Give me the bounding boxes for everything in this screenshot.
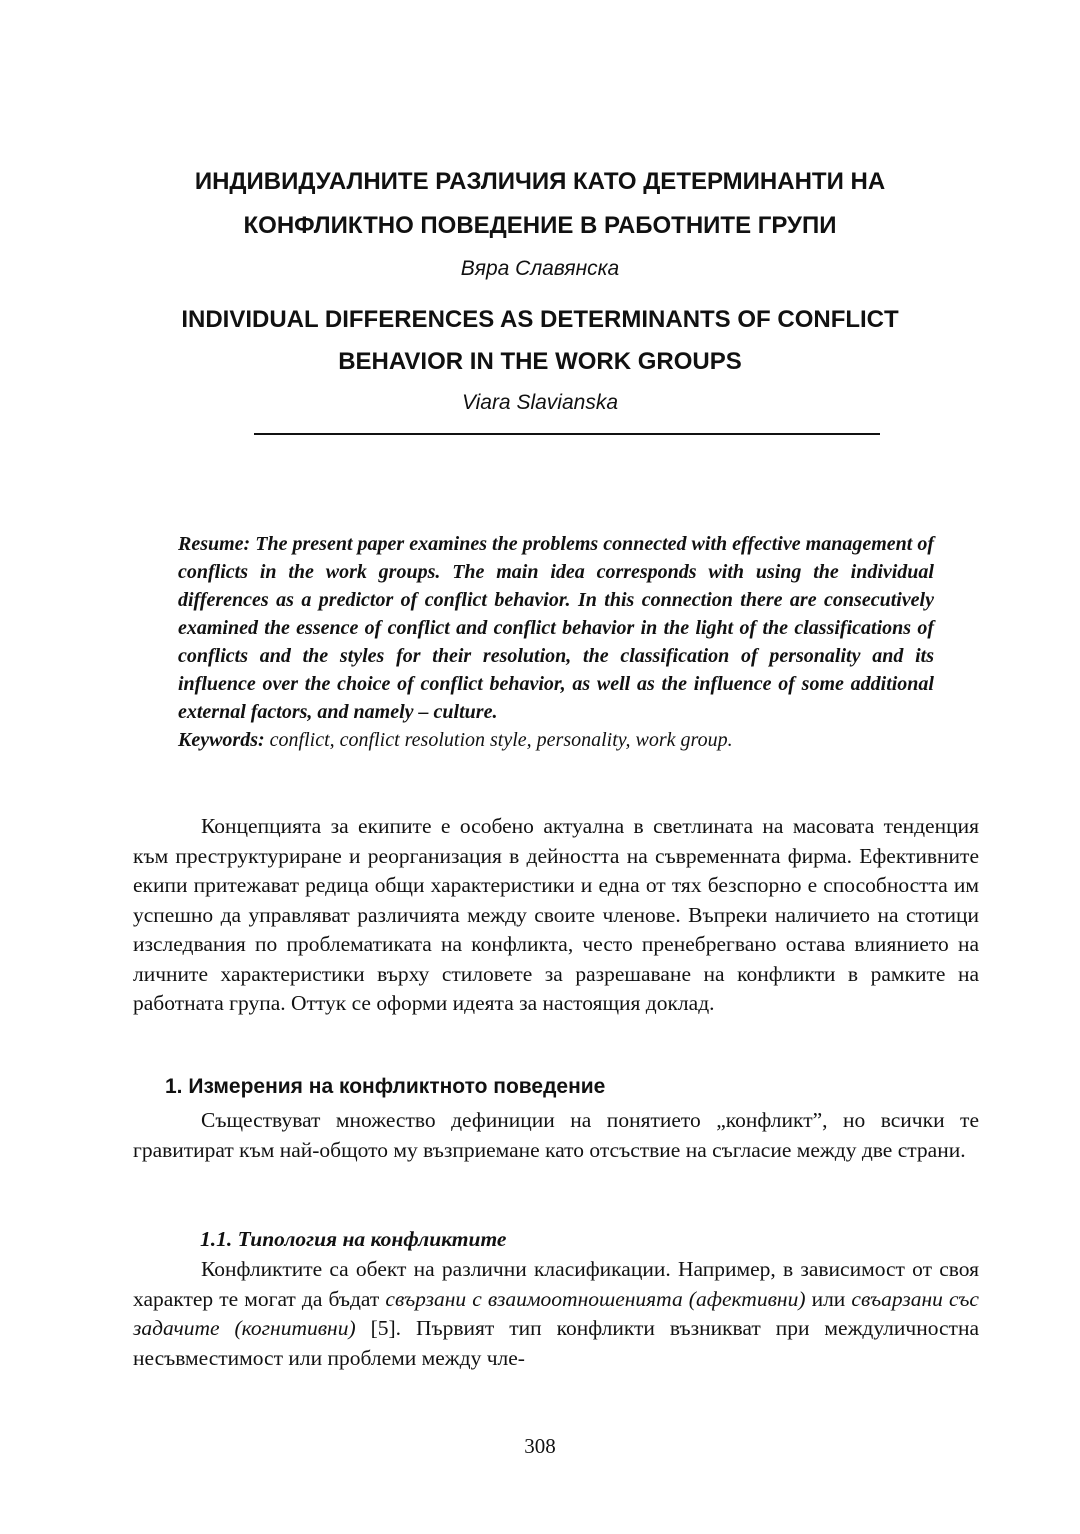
author-bg: Вяра Славянска xyxy=(460,257,620,280)
resume-text: The present paper examines the problems connected with effective management of conflicts in the work groups. The main idea corresponds with using the individual differences as a predictor of conflict behavior. In this connection there are consecutively examined the essence of conflict and conflict behavior in the light of the classifications of conflicts and the styles for their resolution, the classification of personality and its influence over the choice of conflict behavior, as well as the influence of some additional external factors, and namely – culture. xyxy=(178,533,934,723)
subsection-paragraph xyxy=(133,1255,979,1373)
section-paragraph: Съществуват множество дефиниции на понятието „конфликт”, но всички те гравитират към най-общото му възприемане като отсъствие на съгласие между две страни. xyxy=(133,1108,979,1162)
keywords-label: Keywords: xyxy=(178,729,265,751)
intro-body xyxy=(133,812,979,1019)
title-en-line1: INDIVIDUAL DIFFERENCES AS DETERMINANTS OF CONFLICT xyxy=(181,306,899,333)
keywords-paragraph xyxy=(178,726,934,754)
intro-paragraph: Концепцията за екипите е особено актуална в светлината на масовата тенденция към преструктуриране и реорганизация в дейността на съвременната фирма. Ефективните екипи притежават редица общи характеристики и една от тях безспорно е способността им успешно да управляват различията между своите членове. Въпреки наличието на стотици изследвания по проблематиката на конфликта, често пренебрегвано остава влиянието на личните характеристики върху стиловете за разрешаване на конфликти в рамките на работната група. Оттук се оформи идеята за настоящия доклад. xyxy=(133,814,979,1015)
title-bg-line1: ИНДИВИДУАЛНИТЕ РАЗЛИЧИЯ КАТО ДЕТЕРМИНАНТИ НА xyxy=(194,168,886,195)
abstract xyxy=(178,530,934,754)
subsection-text-end: [5]. Първият тип конфликти възникват при междуличностна несъвместимост или проблеми между чле- xyxy=(133,1316,979,1370)
resume-paragraph xyxy=(178,530,934,726)
author-en: Viara Slavianska xyxy=(461,391,619,414)
section-body xyxy=(133,1106,979,1165)
emphasis-tasks: свъарзани със задачите (когнитивни) xyxy=(133,1286,979,1340)
emphasis-relations: свързани с взаимоотношенията (афективни) xyxy=(385,1286,806,1311)
title-en-line2: BEHAVIOR IN THE WORK GROUPS xyxy=(338,348,742,375)
page-number: 308 xyxy=(524,1434,556,1458)
keywords-text: conflict, conflict resolution style, personality, work group. xyxy=(269,729,733,751)
title-bg-line2: КОНФЛИКТНО ПОВЕДЕНИЕ В РАБОТНИТЕ ГРУПИ xyxy=(243,212,837,239)
subsection-heading: 1.1. Типология на конфликтите xyxy=(200,1227,507,1251)
subsection-body xyxy=(133,1255,979,1373)
section-heading: 1. Измерения на конфликтното поведение xyxy=(165,1075,606,1098)
title-divider xyxy=(254,433,880,435)
resume-label: Resume: xyxy=(178,533,251,555)
subsection-text-mid: или xyxy=(805,1286,852,1311)
subsection-text-start: Конфликтите са обект на различни класификации. Например, в зависимост от своя характер те могат да бъдат xyxy=(133,1257,979,1311)
